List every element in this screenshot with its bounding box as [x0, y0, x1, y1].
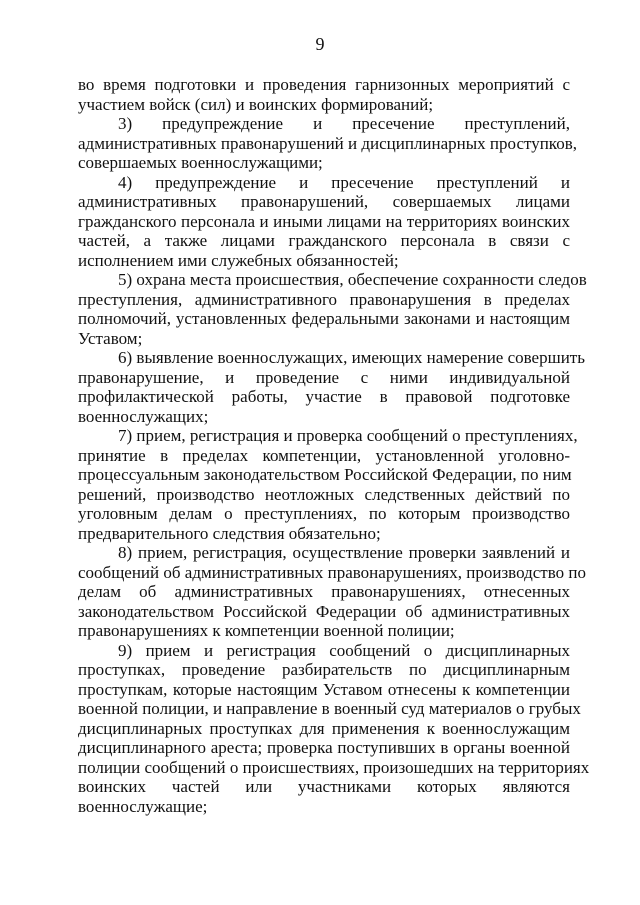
document-body — [78, 75, 590, 816]
text-line: решений, производство неотложных следственных действий по — [78, 484, 570, 504]
page-number: 9 — [315, 34, 325, 54]
paragraph — [78, 543, 586, 641]
text-line: 9) прием и регистрация сообщений о дисциплинарных — [118, 640, 570, 660]
text-line: 5) охрана места происшествия, обеспечение сохранности следов — [118, 270, 587, 289]
text-line: 4) предупреждение и пресечение преступлений и — [118, 172, 570, 192]
text-line: гражданского персонала и иными лицами на территориях воинских — [78, 211, 570, 231]
text-line: Уставом; — [78, 328, 143, 348]
text-line: исполнением ими служебных обязанностей; — [78, 250, 399, 270]
text-line: во время подготовки и проведения гарнизонных мероприятий с — [78, 75, 570, 94]
text-line: 3) предупреждение и пресечение преступлений, — [118, 114, 570, 133]
text-line: делам об административных правонарушениях, отнесенных — [78, 582, 570, 601]
paragraph — [78, 640, 590, 817]
text-line: законодательством Российской Федерации об административных — [78, 601, 570, 621]
text-line: уголовным делам о преступлениях, по которым производство — [78, 504, 570, 523]
text-line: административных правонарушений, совершаемых лицами — [78, 192, 570, 211]
text-line: военнослужащих; — [78, 406, 209, 426]
text-line: предварительного следствия обязательно; — [78, 523, 381, 543]
paragraph — [78, 75, 570, 114]
text-line: сообщений об административных правонарушениях, производство по — [78, 562, 586, 582]
paragraph — [78, 114, 577, 173]
text-line: правонарушениях к компетенции военной полиции; — [78, 621, 455, 640]
text-line: 7) прием, регистрация и проверка сообщений о преступлениях, — [118, 426, 578, 445]
text-line: дисциплинарного ареста; проверка поступивших в органы военной — [78, 738, 570, 757]
text-line: процессуальным законодательством Российской Федерации, по ним — [78, 465, 572, 484]
text-line: частей, а также лицами гражданского персонала в связи с — [78, 231, 570, 250]
text-line: преступления, административного правонарушения в пределах — [78, 289, 570, 309]
paragraph — [78, 426, 578, 543]
text-line: совершаемых военнослужащими; — [78, 153, 323, 172]
text-line: воинских частей или участниками которых являются — [78, 777, 570, 796]
paragraph — [78, 348, 585, 426]
paragraph — [78, 270, 587, 348]
text-line: полномочий, установленных федеральными законами и настоящим — [78, 309, 570, 328]
text-line: правонарушение, и проведение с ними индивидуальной — [78, 367, 570, 387]
text-line: 8) прием, регистрация, осуществление проверки заявлений и — [118, 543, 570, 562]
text-line: военнослужащие; — [78, 796, 208, 816]
text-line: проступках, проведение разбирательств по дисциплинарным — [78, 660, 570, 679]
paragraph — [78, 173, 570, 271]
text-line: военной полиции, и направление в военный суд материалов о грубых — [78, 699, 581, 718]
text-line: профилактической работы, участие в правовой подготовке — [78, 387, 570, 406]
text-line: принятие в пределах компетенции, установленной уголовно- — [78, 445, 570, 465]
text-line: 6) выявление военнослужащих, имеющих намерение совершить — [118, 348, 585, 367]
text-line: полиции сообщений о происшествиях, произошедших на территориях — [78, 757, 590, 777]
text-line: дисциплинарных проступках для применения к военнослужащим — [78, 718, 570, 738]
text-line: административных правонарушений и дисциплинарных проступков, — [78, 133, 577, 153]
text-line: проступкам, которые настоящим Уставом отнесены к компетенции — [78, 679, 570, 699]
text-line: участием войск (сил) и воинских формирований; — [78, 94, 434, 114]
